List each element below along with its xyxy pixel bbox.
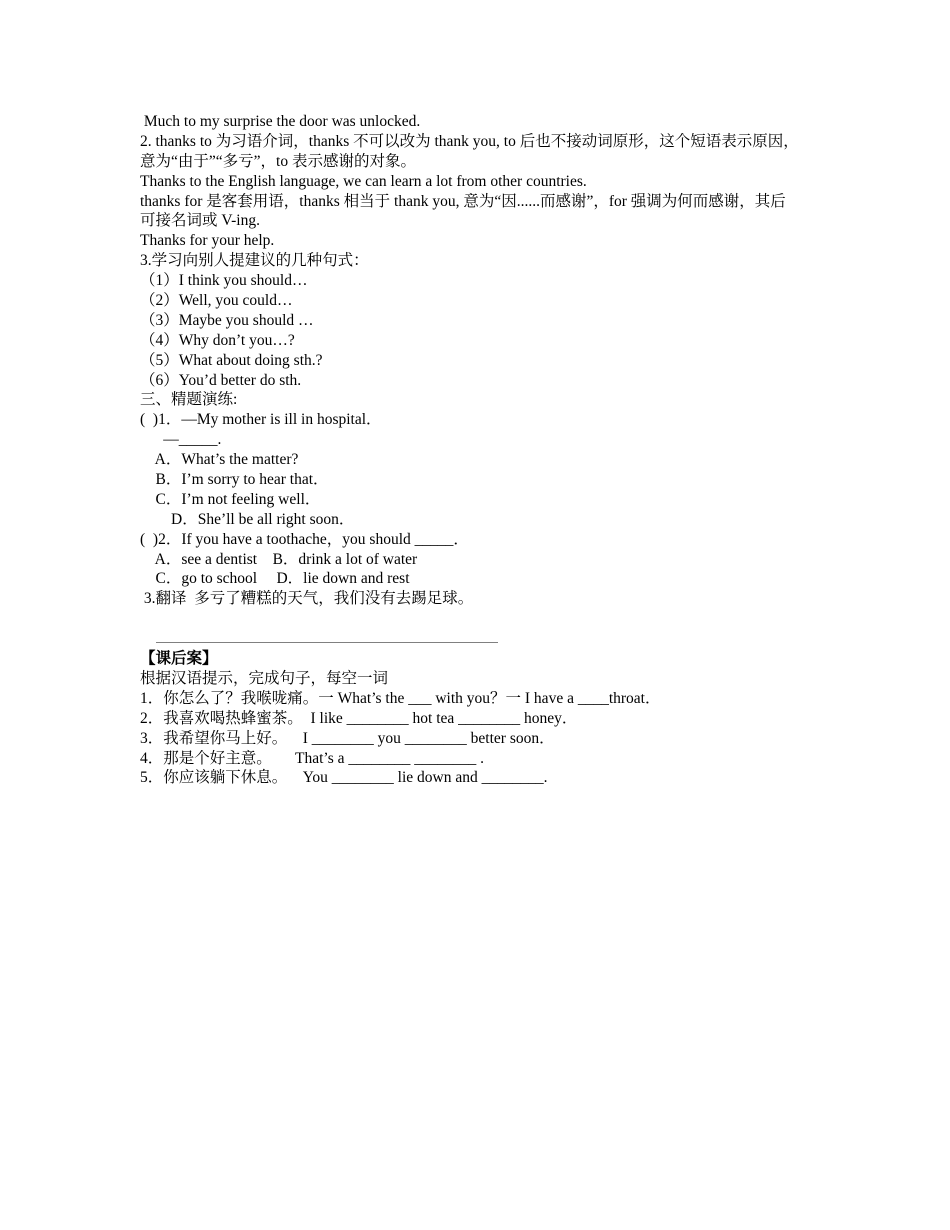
exercise-line: 1．你怎么了？我喉咙痛。一 What’s the ___ with you？一 I have a ____throat． [140, 689, 661, 707]
question-line: —_____. [140, 431, 222, 449]
question-line: 3.翻译 多亏了糟糕的天气，我们没有去踢足球。 [140, 590, 474, 608]
document-page [140, 112, 840, 788]
text-line: 可接名词或 V-ing. [140, 212, 260, 230]
text-line: thanks for 是客套用语，thanks 相当于 thank you, 意为“因......而感谢”，for 强调为何而感谢，其后 [140, 192, 786, 210]
question-line: ( )1．—My mother is ill in hospital． [140, 411, 382, 429]
option-line: D．She’ll be all right soon． [140, 510, 355, 528]
answer-rule [140, 629, 840, 649]
option-line: C．go to school D．lie down and rest [140, 570, 410, 588]
blank-line [140, 609, 840, 629]
text-line: （2）Well, you could… [140, 292, 293, 310]
text-line: 2. thanks to 为习语介词，thanks 不可以改为 thank you, to 后也不接动词原形，这个短语表示原因， [140, 132, 799, 150]
text-line: Thanks to the English language, we can learn a lot from other countries. [140, 172, 587, 190]
text-line: （1）I think you should… [140, 272, 308, 290]
option-line: A．What’s the matter? [140, 451, 299, 469]
text-line: （3）Maybe you should … [140, 311, 314, 329]
exercise-line: 4．那是个好主意。 That’s a ________ ________ . [140, 749, 484, 767]
option-line: A．see a dentist B．drink a lot of water [140, 550, 418, 568]
text-line: 意为“由于”“多亏”，to 表示感谢的对象。 [140, 152, 416, 170]
exercise-line: 3．我希望你马上好。 I ________ you ________ better soon． [140, 729, 555, 747]
text-line: 3.学习向别人提建议的几种句式： [140, 252, 369, 270]
option-line: B．I’m sorry to hear that． [140, 471, 329, 489]
text-line: Much to my surprise the door was unlocked. [140, 113, 421, 130]
exercise-line: 5．你应该躺下休息。 You ________ lie down and ________. [140, 769, 548, 787]
exercise-line: 2．我喜欢喝热蜂蜜茶。 I like ________ hot tea ________ honey． [140, 709, 578, 727]
text-line: （4）Why don’t you…? [140, 331, 295, 349]
section-heading: 三、精题演练: [140, 391, 238, 409]
text-line: （5）What about doing sth.? [140, 351, 323, 369]
question-line: ( )2．If you have a toothache，you should _____． [140, 530, 469, 548]
text-line: （6）You’d better do sth. [140, 371, 302, 389]
text-line: Thanks for your help. [140, 232, 275, 250]
option-line: C．I’m not feeling well． [140, 490, 321, 508]
instruction-line: 根据汉语提示，完成句子，每空一词 [140, 669, 389, 687]
homework-title: 【课后案】 [140, 650, 218, 668]
